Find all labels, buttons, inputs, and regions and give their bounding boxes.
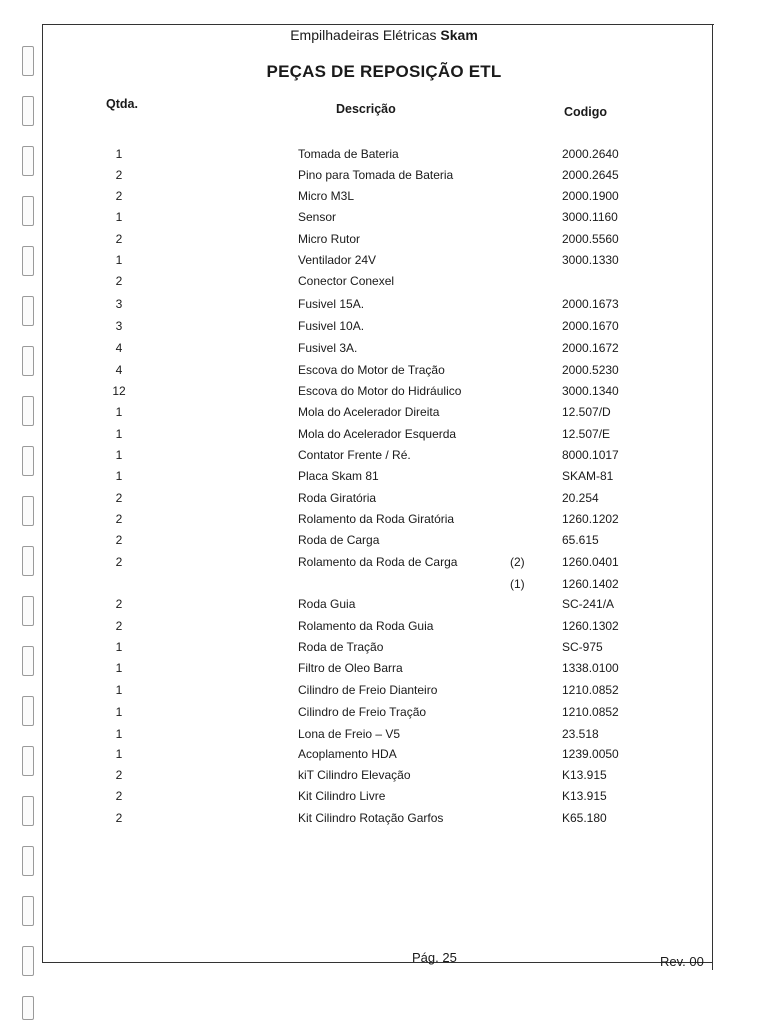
table-row [0, 789, 768, 807]
table-row [0, 619, 768, 637]
table-row [0, 210, 768, 228]
description-cell: Micro M3L [298, 189, 355, 203]
code-cell: 2000.5230 [562, 363, 619, 377]
table-row [0, 491, 768, 509]
qty-cell: 1 [115, 705, 123, 719]
page-number: Pág. 25 [412, 950, 457, 965]
code-cell: 3000.1340 [562, 384, 619, 398]
description-cell: Acoplamento HDA [298, 747, 397, 761]
code-cell: 2000.1900 [562, 189, 619, 203]
description-cell: Rolamento da Roda de Carga [298, 555, 458, 569]
qty-cell: 1 [115, 661, 123, 675]
table-row [0, 147, 768, 165]
qty-cell: 1 [115, 427, 123, 441]
table-row [0, 232, 768, 250]
table-row [0, 319, 768, 337]
column-header-code: Codigo [564, 105, 608, 119]
description-cell: Ventilador 24V [298, 253, 377, 267]
code-cell: 2000.1672 [562, 341, 619, 355]
code-cell: SC-975 [562, 640, 603, 654]
description-cell: Micro Rutor [298, 232, 361, 246]
description-cell: Roda Guia [298, 597, 356, 611]
code-cell: 20.254 [562, 491, 599, 505]
qty-cell: 4 [115, 363, 123, 377]
code-cell: 1260.0401 [562, 555, 619, 569]
table-row [0, 811, 768, 829]
table-row [0, 384, 768, 402]
table-row [0, 597, 768, 615]
description-cell: Mola do Acelerador Esquerda [298, 427, 457, 441]
code-cell: 12.507/E [562, 427, 611, 441]
table-row [0, 448, 768, 466]
code-cell: 23.518 [562, 727, 599, 741]
table-row [0, 705, 768, 723]
qty-cell: 1 [115, 448, 123, 462]
description-cell: Escova do Motor do Hidráulico [298, 384, 462, 398]
description-cell: Escova do Motor de Tração [298, 363, 445, 377]
qty-cell: 1 [115, 253, 123, 267]
table-row [0, 469, 768, 487]
code-cell: 3000.1330 [562, 253, 619, 267]
table-row [0, 683, 768, 701]
binder-hole [22, 996, 34, 1020]
qty-cell: 1 [115, 727, 123, 741]
description-cell: Placa Skam 81 [298, 469, 379, 483]
code-cell: K13.915 [562, 789, 607, 803]
qty-cell: 2 [115, 619, 123, 633]
qty-cell: 3 [115, 319, 123, 333]
table-row [0, 577, 768, 595]
qty-cell: 2 [115, 597, 123, 611]
qty-cell: 1 [115, 147, 123, 161]
description-cell: Pino para Tomada de Bateria [298, 168, 454, 182]
table-row [0, 768, 768, 786]
table-row [0, 405, 768, 423]
table-row [0, 727, 768, 745]
code-cell: 2000.1673 [562, 297, 619, 311]
code-cell: 2000.1670 [562, 319, 619, 333]
qty-cell: 1 [115, 469, 123, 483]
code-cell: 1260.1202 [562, 512, 619, 526]
qty-cell: 3 [115, 297, 123, 311]
variant-cell: (2) [510, 555, 525, 569]
table-row [0, 640, 768, 658]
table-row [0, 363, 768, 381]
company-name: Empilhadeiras Elétricas [290, 27, 437, 43]
company-header [0, 27, 768, 43]
description-cell: Fusivel 10A. [298, 319, 365, 333]
table-row [0, 427, 768, 445]
column-header-description: Descrição [336, 102, 396, 116]
description-cell: Cilindro de Freio Dianteiro [298, 683, 438, 697]
qty-cell: 4 [115, 341, 123, 355]
description-cell: kiT Cilindro Elevação [298, 768, 411, 782]
code-cell: K65.180 [562, 811, 607, 825]
code-cell: 3000.1160 [562, 210, 618, 224]
qty-cell: 1 [115, 747, 123, 761]
table-row [0, 189, 768, 207]
qty-cell: 2 [115, 232, 123, 246]
description-cell: Sensor [298, 210, 337, 224]
qty-cell: 2 [115, 789, 123, 803]
description-cell: Conector Conexel [298, 274, 395, 288]
table-row [0, 253, 768, 271]
code-cell: SC-241/A [562, 597, 615, 611]
qty-cell: 2 [115, 168, 123, 182]
qty-cell: 2 [115, 768, 123, 782]
revision-label: Rev. 00 [660, 954, 704, 969]
code-cell: SKAM-81 [562, 469, 614, 483]
code-cell: 65.615 [562, 533, 599, 547]
frame-top-border [42, 24, 714, 25]
code-cell: 1338.0100 [562, 661, 619, 675]
qty-cell: 1 [115, 405, 123, 419]
qty-cell: 2 [115, 512, 123, 526]
description-cell: Fusivel 15A. [298, 297, 365, 311]
table-row [0, 661, 768, 679]
code-cell: 8000.1017 [562, 448, 619, 462]
description-cell: Roda de Tração [298, 640, 384, 654]
code-cell: 1210.0852 [562, 683, 619, 697]
qty-cell: 1 [115, 640, 123, 654]
table-row [0, 747, 768, 765]
table-row [0, 274, 768, 292]
table-row [0, 533, 768, 551]
description-cell: Rolamento da Roda Guia [298, 619, 434, 633]
code-cell: 1260.1402 [562, 577, 619, 591]
description-cell: Contator Frente / Ré. [298, 448, 411, 462]
binder-hole [22, 896, 34, 926]
code-cell: 1260.1302 [562, 619, 619, 633]
binder-hole [22, 846, 34, 876]
description-cell: Kit Cilindro Rotação Garfos [298, 811, 444, 825]
table-row [0, 341, 768, 359]
binder-hole [22, 946, 34, 976]
description-cell: Lona de Freio – V5 [298, 727, 401, 741]
qty-cell: 1 [115, 210, 123, 224]
qty-cell: 2 [115, 533, 123, 547]
code-cell: 1210.0852 [562, 705, 619, 719]
binder-hole [22, 96, 34, 126]
frame-bottom-border [42, 962, 712, 963]
qty-cell: 1 [115, 683, 123, 697]
column-header-qty: Qtda. [106, 97, 138, 111]
variant-cell: (1) [510, 577, 525, 591]
qty-cell: 2 [115, 274, 123, 288]
code-cell: 12.507/D [562, 405, 611, 419]
table-row [0, 555, 768, 573]
code-cell: 2000.2645 [562, 168, 619, 182]
description-cell: Tomada de Bateria [298, 147, 399, 161]
qty-cell: 2 [115, 555, 123, 569]
description-cell: Filtro de Oleo Barra [298, 661, 403, 675]
table-row [0, 168, 768, 186]
table-row [0, 512, 768, 530]
qty-cell: 2 [115, 189, 123, 203]
qty-cell: 2 [115, 491, 123, 505]
code-cell: 1239.0050 [562, 747, 619, 761]
company-brand: Skam [440, 27, 478, 43]
description-cell: Kit Cilindro Livre [298, 789, 386, 803]
description-cell: Cilindro de Freio Tração [298, 705, 427, 719]
code-cell: 2000.2640 [562, 147, 619, 161]
code-cell: K13.915 [562, 768, 607, 782]
qty-cell: 12 [112, 384, 126, 398]
description-cell: Fusivel 3A. [298, 341, 358, 355]
description-cell: Roda Giratória [298, 491, 377, 505]
table-row [0, 297, 768, 315]
description-cell: Rolamento da Roda Giratória [298, 512, 455, 526]
description-cell: Roda de Carga [298, 533, 380, 547]
page-title: PEÇAS DE REPOSIÇÃO ETL [266, 62, 502, 81]
qty-cell: 2 [115, 811, 123, 825]
description-cell: Mola do Acelerador Direita [298, 405, 440, 419]
code-cell: 2000.5560 [562, 232, 619, 246]
